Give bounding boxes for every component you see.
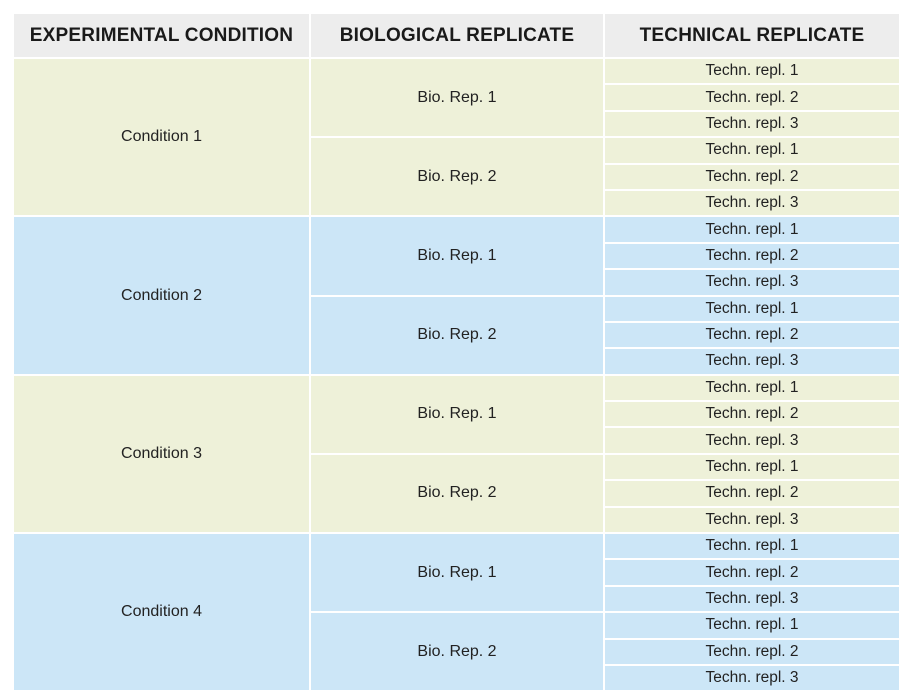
replicate-table-container: [14, 14, 899, 692]
technical-replicate-cell: Techn. repl. 1: [604, 58, 899, 84]
biological-replicate-cell: Bio. Rep. 1: [310, 375, 604, 454]
technical-replicate-cell: Techn. repl. 1: [604, 296, 899, 322]
condition-cell: Condition 1: [14, 58, 310, 216]
technical-replicate-cell: Techn. repl. 1: [604, 216, 899, 242]
condition-cell: Condition 2: [14, 216, 310, 374]
technical-replicate-cell: Techn. repl. 1: [604, 533, 899, 559]
technical-replicate-cell: Techn. repl. 2: [604, 322, 899, 348]
technical-replicate-cell: Techn. repl. 2: [604, 559, 899, 585]
technical-replicate-cell: Techn. repl. 1: [604, 612, 899, 638]
biological-replicate-cell: Bio. Rep. 2: [310, 137, 604, 216]
replicate-table: [14, 14, 899, 692]
condition-cell: Condition 4: [14, 533, 310, 691]
technical-replicate-cell: Techn. repl. 3: [604, 269, 899, 295]
technical-replicate-cell: Techn. repl. 1: [604, 375, 899, 401]
biological-replicate-cell: Bio. Rep. 2: [310, 612, 604, 691]
biological-replicate-cell: Bio. Rep. 1: [310, 216, 604, 295]
technical-replicate-cell: Techn. repl. 3: [604, 190, 899, 216]
table-row: [14, 533, 899, 559]
header-technical-replicate: TECHNICAL REPLICATE: [604, 14, 899, 58]
technical-replicate-cell: Techn. repl. 1: [604, 137, 899, 163]
technical-replicate-cell: Techn. repl. 2: [604, 480, 899, 506]
condition-cell: Condition 3: [14, 375, 310, 533]
biological-replicate-cell: Bio. Rep. 1: [310, 533, 604, 612]
technical-replicate-cell: Techn. repl. 2: [604, 401, 899, 427]
technical-replicate-cell: Techn. repl. 2: [604, 639, 899, 665]
header-experimental-condition: EXPERIMENTAL CONDITION: [14, 14, 310, 58]
technical-replicate-cell: Techn. repl. 1: [604, 454, 899, 480]
table-row: [14, 375, 899, 401]
table-body: [14, 58, 899, 691]
biological-replicate-cell: Bio. Rep. 2: [310, 454, 604, 533]
technical-replicate-cell: Techn. repl. 3: [604, 427, 899, 453]
technical-replicate-cell: Techn. repl. 3: [604, 507, 899, 533]
biological-replicate-cell: Bio. Rep. 2: [310, 296, 604, 375]
technical-replicate-cell: Techn. repl. 2: [604, 243, 899, 269]
biological-replicate-cell: Bio. Rep. 1: [310, 58, 604, 137]
technical-replicate-cell: Techn. repl. 3: [604, 586, 899, 612]
table-row: [14, 216, 899, 242]
header-biological-replicate: BIOLOGICAL REPLICATE: [310, 14, 604, 58]
technical-replicate-cell: Techn. repl. 3: [604, 665, 899, 691]
technical-replicate-cell: Techn. repl. 3: [604, 111, 899, 137]
table-row: [14, 58, 899, 84]
technical-replicate-cell: Techn. repl. 2: [604, 84, 899, 110]
technical-replicate-cell: Techn. repl. 3: [604, 348, 899, 374]
technical-replicate-cell: Techn. repl. 2: [604, 164, 899, 190]
header-row: [14, 14, 899, 58]
